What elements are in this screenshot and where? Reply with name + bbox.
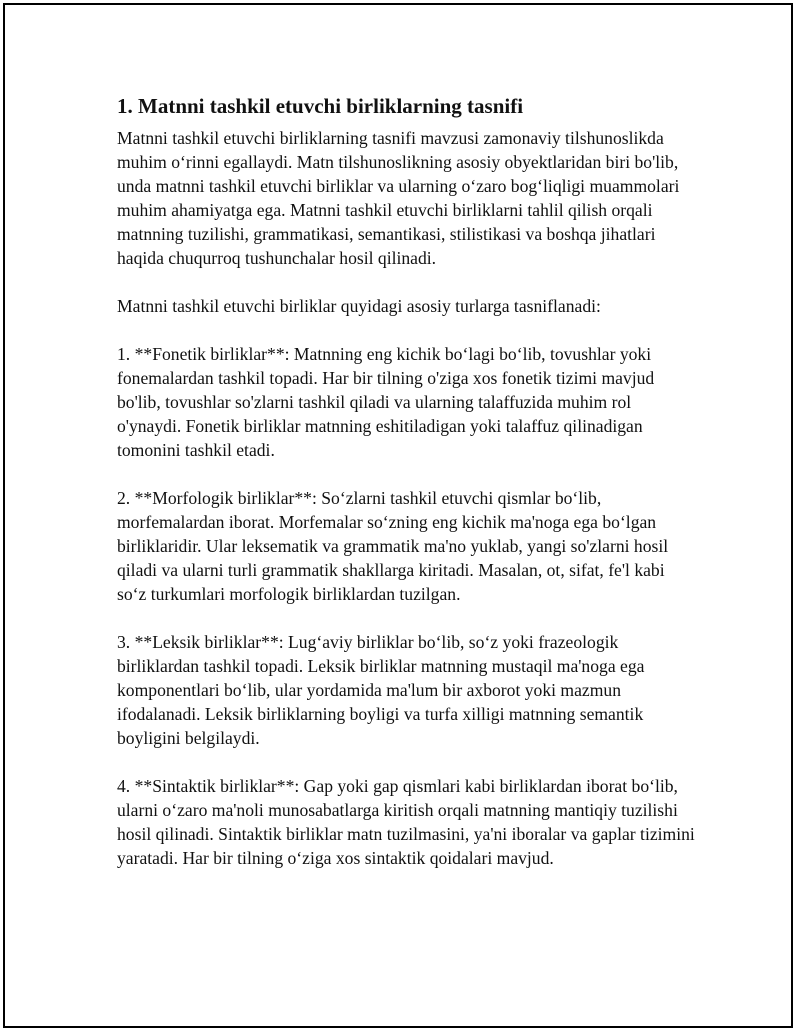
phonetic-units-paragraph: 1. **Fonetik birliklar**: Matnning eng kichik bo‘lagi bo‘lib, tovushlar yoki fonemalardan tashkil topadi. Har bir tilning o'ziga xos fonetik tizimi mavjud bo'lib, tovushlar so'zlarni tashkil qiladi va ularning talaffuzida muhim rol o'ynaydi. Fonetik birliklar matnning eshitiladigan yoki talaffuz qilinadigan tomonini tashkil etadi. xyxy=(117,344,655,460)
document-body xyxy=(117,92,697,894)
syntactic-units-paragraph: 4. **Sintaktik birliklar**: Gap yoki gap qismlari kabi birliklardan iborat bo‘lib, ularni o‘zaro ma'noli munosabatlarga kiritish orqali matnning mantiqiy tuzilishi hosil qilinadi. Sintaktik birliklar matn tuzilmasini, ya'ni iboralar va gaplar tizimini yaratadi. Har bir tilning o‘ziga xos sintaktik qoidalari mavjud. xyxy=(117,776,695,868)
section-heading: 1. Matnni tashkil etuvchi birliklarning tasnifi xyxy=(117,94,524,118)
classification-lead-paragraph: Matnni tashkil etuvchi birliklar quyidagi asosiy turlarga tasniflanadi: xyxy=(117,296,601,316)
morphological-units-paragraph: 2. **Morfologik birliklar**: So‘zlarni tashkil etuvchi qismlar bo‘lib, morfemalardan iborat. Morfemalar so‘zning eng kichik ma'noga ega bo‘lgan birliklaridir. Ular leksematik va grammatik ma'no yuklab, yangi so'zlarni hosil qiladi va ularni turli grammatik shakllarga kiritadi. Masalan, ot, sifat, fe'l kabi so‘z turkumlari morfologik birliklardan tuzilgan. xyxy=(117,488,669,604)
intro-paragraph: Matnni tashkil etuvchi birliklarning tasnifi mavzusi zamonaviy tilshunoslikda muhim o‘rinni egallaydi. Matn tilshunoslikning asosiy obyektlaridan biri bo'lib, unda matnni tashkil etuvchi birliklar va ularning o‘zaro bog‘liqligi muammolari muhim ahamiyatga ega. Matnni tashkil etuvchi birliklarni tahlil qilish orqali matnning tuzilishi, grammatikasi, semantikasi, stilistikasi va boshqa jihatlari haqida chuqurroq tushunchalar hosil qilinadi. xyxy=(117,128,680,268)
lexical-units-paragraph: 3. **Leksik birliklar**: Lug‘aviy birliklar bo‘lib, so‘z yoki frazeologik birliklardan tashkil topadi. Leksik birliklar matnning mustaqil ma'noga ega komponentlari bo‘lib, ular yordamida ma'lum bir axborot yoki mazmun ifodalanadi. Leksik birliklarning boyligi va turfa xilligi matnning semantik boyligini belgilaydi. xyxy=(117,632,645,748)
